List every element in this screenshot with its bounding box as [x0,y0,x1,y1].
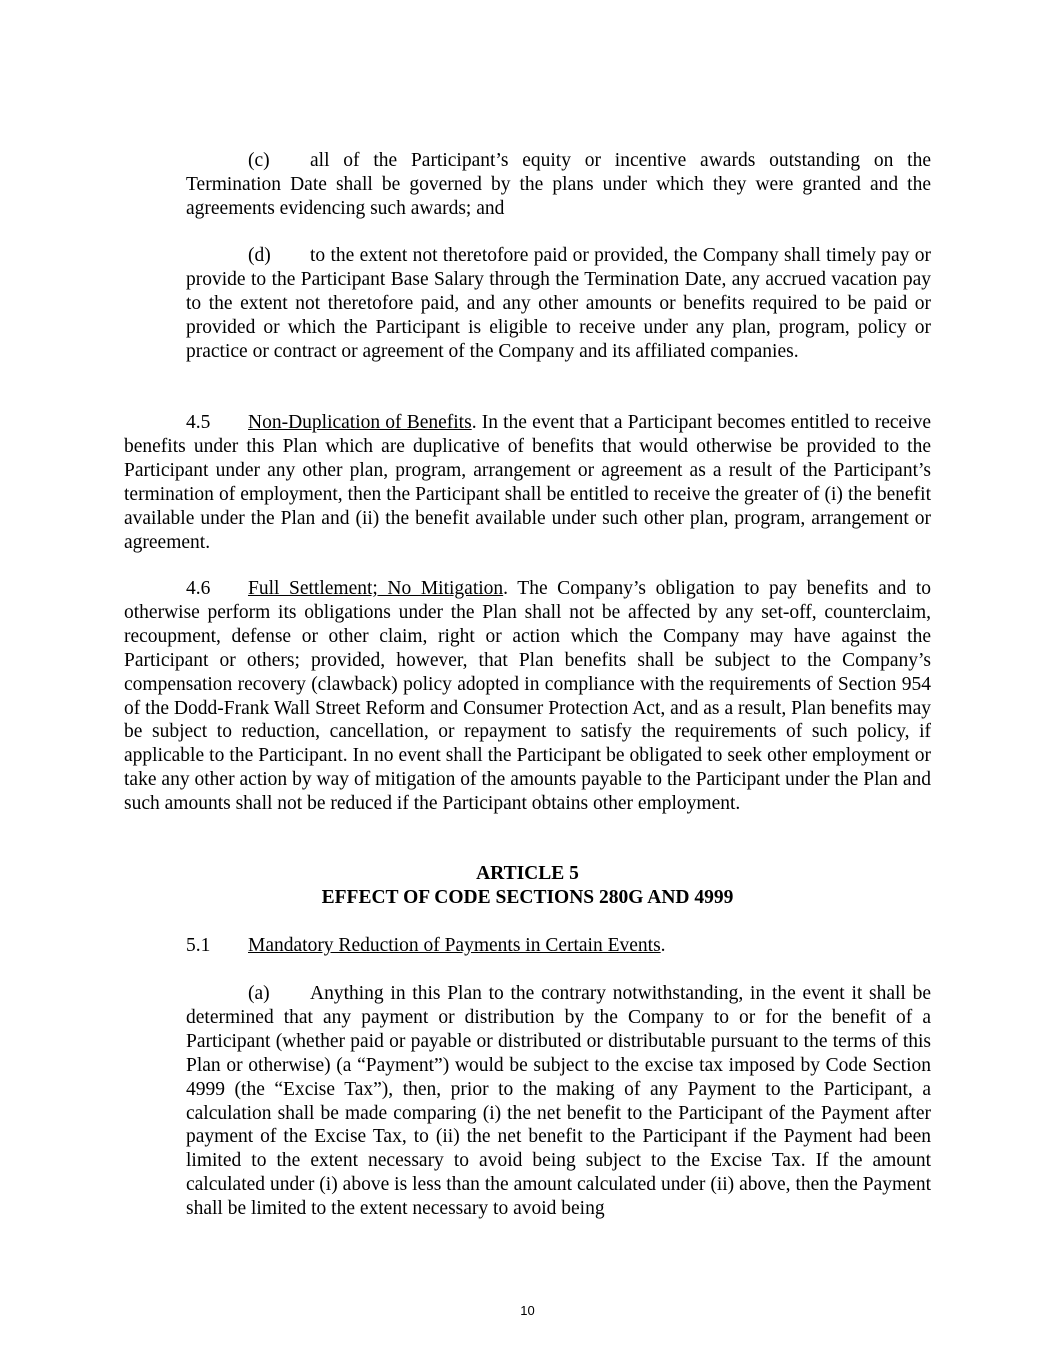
paragraph-d-text: to the extent not theretofore paid or provided, the Company shall timely pay or provide to the Participant Base Salary through the Termination Date, any accrued vacation pay to the extent not theretofore paid, and any other amounts or benefits required to be paid or provided or which the Participant is eligible to receive under any plan, program, policy or practice or contract or agreement of the Company and its affiliated companies. [186,245,931,362]
section-4-6-text: . The Company’s obligation to pay benefits and to otherwise perform its obligations under the Plan shall not be affected by any set-off, counterclaim, recoupment, defense or other claim, right or action which the Company may have against the Participant or others; provided, however, that Plan benefits shall be subject to the Company’s compensation recovery (clawback) policy adopted in compliance with the requirements of Section 954 of the Dodd-Frank Wall Street Reform and Consumer Protection Act, and as a result, Plan benefits may be subject to reduction, cancellation, or repayment to satisfy the requirements of such policy, if applicable to the Participant. In no event shall the Participant be obligated to seek other employment or take any other action by way of mitigation of the amounts payable to the Participant under the Plan and such amounts shall not be reduced if the Participant obtains other employment. [124,578,931,815]
paragraph-d [186,244,931,364]
section-5-1-title: Mandatory Reduction of Payments in Certain Events [248,935,661,956]
section-4-5 [124,411,931,554]
section-5-1-suffix: . [660,935,666,956]
paragraph-5-1-a-text: Anything in this Plan to the contrary notwithstanding, in the event it shall be determined that any payment or distribution by the Company to or for the benefit of a Participant (whether paid or payable or distributed or distributable pursuant to the terms of this Plan or otherwise) (a “Payment”) would be subject to the excise tax imposed by Code Section 4999 (the “Excise Tax”), then, prior to the making of any Payment to the Participant, a calculation shall be made comparing (i) the net benefit to the Participant of the Payment after payment of the Excise Tax, to (ii) the net benefit to the Participant if the Payment had been limited to the extent necessary to avoid being subject to the Excise Tax. If the amount calculated under (i) above is less than the amount calculated under (ii) above, then the Payment shall be limited to the extent necessary to avoid being [186,983,931,1220]
section-4-5-title: Non-Duplication of Benefits [248,412,472,433]
paragraph-5-1-a-label: (a) [248,983,270,1004]
section-4-5-number: 4.5 [186,412,211,433]
paragraph-5-1-a [186,982,931,1221]
paragraph-d-label: (d) [248,245,271,266]
section-4-6-number: 4.6 [186,578,211,599]
section-5-1-number: 5.1 [186,935,211,956]
paragraph-c-label: (c) [248,150,270,171]
section-5-1 [186,934,931,958]
article-subheading: EFFECT OF CODE SECTIONS 280G AND 4999 [321,887,734,908]
paragraph-c [186,149,931,221]
section-4-6-title: Full Settlement; No Mitigation [248,578,504,599]
page-number: 10 [520,1303,535,1318]
article-heading: ARTICLE 5 [476,863,579,884]
section-4-6 [124,577,931,816]
section-4-5-text: . In the event that a Participant becomes entitled to receive benefits under this Plan which are duplicative of benefits that would otherwise be provided to the Participant under any other plan, program, arrangement or agreement as a result of the Participant’s termination of employment, then the Participant shall be entitled to receive the greater of (i) the benefit available under the Plan and (ii) the benefit available under such other plan, program, arrangement or agreement. [124,412,931,553]
paragraph-c-text: all of the Participant’s equity or incentive awards outstanding on the Termination Date shall be governed by the plans under which they were granted and the agreements evidencing such awards; and [186,150,931,219]
